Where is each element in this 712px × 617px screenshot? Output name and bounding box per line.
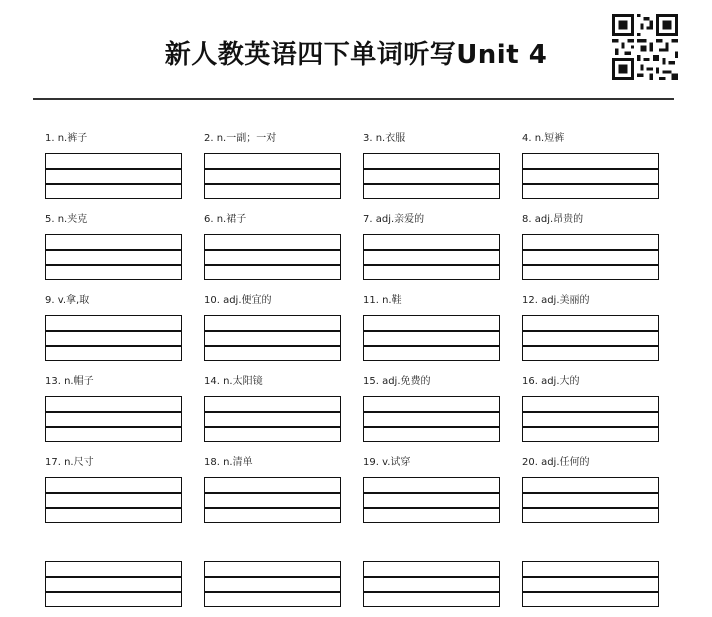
writing-line: [205, 249, 340, 251]
item-label: 1. n.裤子: [45, 133, 88, 144]
answer-box[interactable]: [522, 315, 659, 361]
writing-line: [205, 426, 340, 428]
answer-box[interactable]: [45, 561, 182, 607]
answer-box[interactable]: [522, 234, 659, 280]
item-label: [204, 540, 341, 554]
dictation-item: [522, 132, 659, 199]
writing-line: [364, 492, 499, 494]
dictation-item: [363, 540, 500, 607]
writing-line: [46, 591, 181, 593]
page-title: 新人教英语四下单词听写Unit 4: [164, 40, 548, 70]
writing-line: [205, 264, 340, 266]
item-label: [45, 540, 182, 554]
item-label: 11. n.鞋: [363, 295, 402, 306]
answer-box[interactable]: [363, 396, 500, 442]
item-label: 3. n.衣服: [363, 133, 406, 144]
answer-box[interactable]: [204, 153, 341, 199]
answer-box[interactable]: [45, 315, 182, 361]
writing-line: [46, 492, 181, 494]
item-label: 12. adj.美丽的: [522, 295, 590, 306]
answer-box[interactable]: [45, 153, 182, 199]
writing-line: [46, 576, 181, 578]
writing-line: [46, 411, 181, 413]
writing-line: [523, 591, 658, 593]
item-label: 15. adj.免费的: [363, 376, 431, 387]
answer-box[interactable]: [522, 396, 659, 442]
writing-line: [205, 168, 340, 170]
writing-line: [523, 345, 658, 347]
writing-line: [205, 183, 340, 185]
answer-box[interactable]: [363, 234, 500, 280]
writing-line: [364, 426, 499, 428]
writing-line: [46, 426, 181, 428]
dictation-item: [204, 294, 341, 361]
answer-box[interactable]: [363, 477, 500, 523]
item-label: 5. n.夹克: [45, 214, 88, 225]
item-label: 10. adj.便宜的: [204, 295, 272, 306]
writing-line: [205, 330, 340, 332]
item-label: 14. n.太阳镜: [204, 376, 263, 387]
item-label: [522, 540, 659, 554]
dictation-item: [522, 540, 659, 607]
writing-line: [46, 264, 181, 266]
writing-line: [364, 507, 499, 509]
dictation-item: [363, 213, 500, 280]
dictation-item: [204, 540, 341, 607]
item-label: 17. n.尺寸: [45, 457, 94, 468]
answer-box[interactable]: [45, 396, 182, 442]
writing-line: [364, 168, 499, 170]
writing-line: [205, 591, 340, 593]
writing-line: [364, 183, 499, 185]
writing-line: [46, 168, 181, 170]
dictation-item: [204, 375, 341, 442]
item-label: 7. adj.亲爱的: [363, 214, 425, 225]
answer-box[interactable]: [204, 234, 341, 280]
item-label: 20. adj.任何的: [522, 457, 590, 468]
writing-line: [523, 168, 658, 170]
writing-line: [46, 330, 181, 332]
writing-line: [523, 492, 658, 494]
item-label: 13. n.帽子: [45, 376, 94, 387]
writing-line: [523, 249, 658, 251]
writing-line: [523, 426, 658, 428]
answer-box[interactable]: [45, 477, 182, 523]
answer-box[interactable]: [363, 561, 500, 607]
answer-box[interactable]: [363, 315, 500, 361]
dictation-item: [45, 213, 182, 280]
answer-box[interactable]: [363, 153, 500, 199]
dictation-item: [522, 294, 659, 361]
dictation-item: [45, 540, 182, 607]
dictation-item: [204, 132, 341, 199]
writing-line: [523, 330, 658, 332]
item-label: 4. n.短裤: [522, 133, 565, 144]
writing-line: [523, 264, 658, 266]
writing-line: [523, 507, 658, 509]
writing-line: [205, 507, 340, 509]
dictation-item: [363, 132, 500, 199]
writing-line: [46, 345, 181, 347]
writing-line: [205, 492, 340, 494]
answer-box[interactable]: [204, 477, 341, 523]
item-label: 16. adj.大的: [522, 376, 580, 387]
dictation-item: [204, 456, 341, 523]
dictation-item: [363, 375, 500, 442]
writing-line: [364, 330, 499, 332]
answer-box[interactable]: [204, 561, 341, 607]
dictation-item: [45, 456, 182, 523]
writing-line: [523, 411, 658, 413]
writing-line: [523, 183, 658, 185]
item-label: 6. n.裙子: [204, 214, 247, 225]
item-label: [363, 540, 500, 554]
dictation-item: [522, 456, 659, 523]
writing-line: [364, 345, 499, 347]
answer-box[interactable]: [204, 315, 341, 361]
answer-box[interactable]: [522, 561, 659, 607]
item-label: 2. n.一副；一对: [204, 133, 277, 144]
writing-line: [205, 411, 340, 413]
writing-line: [46, 249, 181, 251]
answer-box[interactable]: [204, 396, 341, 442]
dictation-item: [45, 375, 182, 442]
writing-line: [46, 183, 181, 185]
dictation-item: [45, 132, 182, 199]
dictation-item: [522, 375, 659, 442]
writing-line: [364, 411, 499, 413]
answer-box[interactable]: [522, 477, 659, 523]
answer-box[interactable]: [45, 234, 182, 280]
writing-line: [205, 345, 340, 347]
dictation-item: [45, 294, 182, 361]
writing-line: [364, 249, 499, 251]
writing-line: [364, 591, 499, 593]
item-label: 8. adj.昂贵的: [522, 214, 584, 225]
dictation-item: [522, 213, 659, 280]
dictation-item: [363, 456, 500, 523]
writing-line: [46, 507, 181, 509]
item-label: 19. v.试穿: [363, 457, 411, 468]
writing-line: [364, 264, 499, 266]
writing-line: [523, 576, 658, 578]
answer-box[interactable]: [522, 153, 659, 199]
item-label: 18. n.清单: [204, 457, 253, 468]
dictation-item: [204, 213, 341, 280]
dictation-item: [363, 294, 500, 361]
writing-line: [205, 576, 340, 578]
writing-line: [364, 576, 499, 578]
item-label: 9. v.拿,取: [45, 295, 90, 306]
